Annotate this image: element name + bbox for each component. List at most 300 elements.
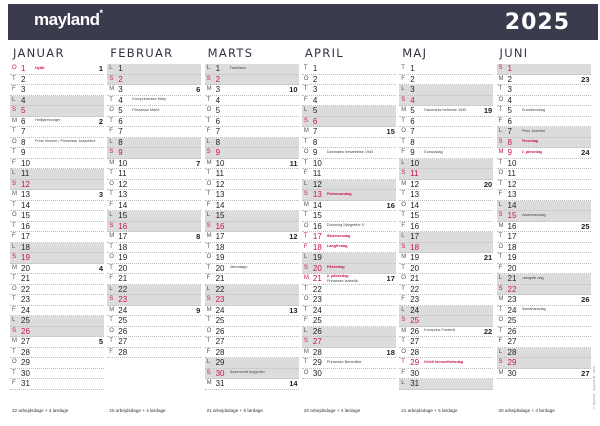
weekday-letter: S [206,75,211,82]
day-row [302,180,396,191]
day-row [302,358,396,369]
day-row [10,211,104,222]
weekday-letter: O [206,107,212,113]
side-imprint: © Mayland · mayland.dk · 2025 [592,366,596,410]
day-number: 20 [21,263,30,273]
day-row [302,127,396,138]
brand-logo: mayland* [34,8,103,29]
day-number: 5 [118,106,123,115]
day-number: 21 [215,274,225,283]
weekday-letter: T [206,170,211,176]
day-row [205,222,299,233]
day-row [107,274,201,285]
month-marts [205,46,299,416]
weekday-letter: M [303,348,309,355]
weekday-letter: M [498,149,504,155]
day-row [302,222,396,233]
day-number: 26 [507,326,517,336]
weekday-letter: S [109,75,114,82]
day-row [10,253,104,264]
weekday-letter: M [12,264,17,271]
week-number: 1 [98,64,103,73]
weekday-letter: S [12,107,17,113]
weekday-letter: T [498,180,503,187]
weekday-letter: T [303,65,308,71]
day-number: 6 [410,116,415,126]
weekday-letter: S [401,243,406,250]
day-row [497,243,591,254]
day-note: Kronprinsesse Mary [132,97,167,101]
day-row [497,369,591,380]
day-row [497,159,591,170]
weekday-letter: F [401,75,405,82]
month-juni [497,46,591,416]
day-number: 14 [312,200,322,210]
day-row [107,148,201,159]
weekday-letter: F [109,348,113,355]
day-row [497,96,591,107]
day-row [302,64,396,75]
day-number: 28 [410,347,420,357]
day-number: 8 [215,137,221,147]
weekday-letter: L [206,285,210,292]
day-note: Palmesøndag [326,191,352,196]
weekday-letter: T [109,264,113,271]
day-number: 30 [21,368,30,378]
day-row [302,106,396,117]
day-row [302,295,396,306]
day-number: 29 [215,358,225,367]
day-row [107,138,201,149]
weekday-letter: O [401,201,406,208]
day-row [107,264,201,275]
weekday-letter: F [12,159,16,166]
day-number: 4 [215,95,221,105]
weekday-letter: M [498,222,504,229]
weekday-letter: S [303,264,308,271]
weekday-letter: O [303,222,309,229]
weekday-letter: F [12,306,16,313]
day-row [107,306,201,317]
weekday-letter: T [498,86,503,92]
day-row [107,85,201,96]
weekday-letter: S [498,65,503,71]
day-number: 16 [215,221,225,231]
weekday-letter: T [401,338,405,344]
day-note: Grundlovsdag [521,107,546,112]
day-number: 10 [21,158,30,168]
weekday-letter: T [206,243,211,250]
day-number: 22 [118,284,128,294]
day-number: 25 [21,316,30,325]
day-row [497,180,591,191]
day-row [497,222,591,233]
weekday-letter: O [401,348,406,355]
day-row [10,222,104,233]
weekday-letter: F [401,149,405,155]
day-number: 14 [118,200,128,210]
day-row [399,264,493,275]
weekday-letter: M [206,306,212,313]
months-grid [10,46,594,416]
day-row [10,369,104,380]
day-row [399,253,493,264]
weekday-letter: T [498,306,503,313]
day-note: Dronning Margrethe II [326,223,364,227]
weekday-letter: O [12,65,17,71]
day-number: 9 [312,148,318,157]
day-row [205,285,299,296]
day-row [107,295,201,306]
day-number: 3 [215,85,221,94]
day-row [205,127,299,138]
day-row [399,337,493,348]
day-row [399,106,493,117]
day-row [205,159,299,170]
day-number: 1 [21,64,26,73]
day-row [399,295,493,306]
weekday-letter: T [12,75,16,82]
day-number: 21 [21,274,30,283]
day-number: 31 [215,379,225,388]
month-februar [107,46,201,416]
day-number: 3 [507,85,512,94]
day-list [399,64,493,390]
day-list [10,64,104,390]
weekday-letter: T [109,243,113,250]
day-row [205,201,299,212]
day-number: 16 [410,221,420,231]
day-number: 28 [21,347,30,357]
day-number: 27 [215,337,225,346]
week-number: 25 [581,221,590,231]
weekday-letter: S [109,222,114,229]
day-number: 11 [312,169,322,178]
day-note: Pinsedag [521,139,539,143]
day-row [10,180,104,191]
day-row [497,264,591,275]
day-row [205,316,299,327]
day-row [302,211,396,222]
day-row [107,327,201,338]
day-number: 8 [21,137,26,147]
weekday-letter: L [303,327,308,334]
weekday-letter: M [109,86,115,92]
day-number: 28 [118,347,128,357]
month-footer-workdays: 20 arbejdsdage + 4 lørdage [109,408,166,413]
day-row [302,243,396,254]
month-name: MAJ [402,46,428,60]
day-row [205,369,299,380]
day-number: 21 [507,274,517,283]
day-number: 21 [118,274,128,283]
day-number: 20 [215,263,225,273]
day-row [497,211,591,222]
day-row [399,348,493,359]
day-row [497,127,591,138]
weekday-letter: L [498,128,502,134]
weekday-letter: T [206,191,211,197]
day-number: 2 [118,74,123,84]
day-row [107,127,201,138]
weekday-letter: S [12,180,17,187]
day-row [10,274,104,285]
day-row [399,85,493,96]
weekday-letter: F [109,201,113,208]
day-number: 31 [410,379,420,388]
day-number: 1 [215,64,221,73]
day-row [10,327,104,338]
day-row [302,75,396,86]
day-row [10,243,104,254]
weekday-letter: T [303,233,308,239]
day-number: 30 [312,368,322,378]
day-note: Prins Joachim [521,128,546,133]
day-row [10,358,104,369]
week-number: 10 [289,85,298,94]
day-note: Kronprins Frederik [424,328,456,332]
day-row [399,169,493,180]
day-number: 28 [215,347,225,357]
day-number: 11 [410,169,419,178]
day-row [205,190,299,201]
weekday-letter: T [498,254,503,260]
weekday-letter: T [109,170,113,176]
day-number: 8 [410,137,415,147]
day-number: 14 [215,200,225,210]
weekday-letter: O [303,149,309,155]
day-row [302,96,396,107]
weekday-letter: F [206,275,211,281]
day-list [107,64,201,358]
weekday-letter: T [303,212,308,218]
weekday-letter: S [498,212,503,218]
day-number: 18 [21,242,30,252]
day-note: Danmarks besættelse 1940 [326,149,374,154]
day-number: 25 [215,316,225,325]
day-note: Europadag [424,149,443,154]
weekday-letter: T [303,138,308,145]
day-number: 10 [312,158,322,168]
day-row [302,306,396,317]
weekday-letter: O [303,75,309,82]
weekday-letter: T [401,285,405,292]
day-row [497,348,591,359]
day-number: 10 [215,158,225,168]
weekday-letter: T [12,348,16,355]
weekday-letter: L [206,359,210,365]
day-number: 27 [21,337,30,346]
day-row [497,138,591,149]
day-number: 16 [21,221,30,231]
weekday-letter: T [12,201,16,208]
day-row [302,201,396,212]
day-row [497,75,591,86]
day-number: 21 [312,274,322,283]
weekday-letter: S [12,254,17,260]
weekday-letter: S [206,149,211,155]
weekday-letter: L [12,170,16,176]
calendar-header [8,4,598,40]
weekday-letter: L [109,212,113,218]
day-number: 18 [118,242,128,252]
weekday-letter: T [498,327,503,334]
day-row [399,159,493,170]
week-number: 19 [483,106,493,115]
weekday-letter: L [12,317,16,323]
day-number: 1 [118,64,123,73]
day-row [399,358,493,369]
weekday-letter: O [303,369,309,376]
weekday-letter: L [12,96,16,103]
day-row [107,117,201,128]
weekday-letter: O [12,359,17,365]
month-januar [10,46,104,416]
day-row [10,190,104,201]
weekday-letter: T [303,159,308,166]
weekday-letter: T [401,65,405,71]
day-number: 9 [215,148,221,157]
day-number: 23 [118,295,128,304]
day-number: 9 [507,148,512,157]
day-number: 2 [507,74,512,84]
week-number: 26 [581,295,590,304]
weekday-letter: T [109,338,113,344]
weekday-letter: M [498,75,504,82]
day-row [107,285,201,296]
day-row [205,337,299,348]
weekday-letter: M [303,275,309,281]
day-row [107,348,201,359]
day-number: 27 [312,337,322,346]
day-number: 18 [215,242,225,252]
day-number: 26 [118,326,128,336]
weekday-letter: O [498,170,504,176]
day-row [10,306,104,317]
day-row [302,232,396,243]
day-number: 3 [312,85,318,94]
day-row [107,190,201,201]
day-number: 2 [312,74,318,84]
weekday-letter: L [303,107,308,113]
weekday-letter: S [206,369,211,376]
day-number: 27 [410,337,420,346]
day-row [302,337,396,348]
day-row [399,274,493,285]
weekday-letter: M [206,380,212,386]
weekday-letter: M [109,233,115,239]
month-name: MARTS [207,46,254,60]
day-number: 13 [507,190,517,199]
day-row [497,232,591,243]
calendar-year: 2025 [504,10,570,35]
day-number: 30 [410,368,420,378]
day-number: 1 [312,64,318,73]
weekday-letter: F [12,380,16,386]
day-number: 13 [312,190,322,199]
day-number: 18 [410,242,420,252]
day-number: 9 [118,148,123,157]
week-number: 14 [289,379,298,388]
day-number: 24 [215,305,225,315]
weekday-letter: M [401,327,407,334]
day-note: Skærtorsdag [326,233,351,238]
day-row [10,127,104,138]
day-row [107,222,201,233]
day-number: 25 [118,316,128,325]
weekday-letter: F [303,243,308,250]
weekday-letter: S [498,138,503,145]
day-number: 15 [507,211,517,220]
day-note: Valdemarsdag [521,212,546,217]
day-row [399,127,493,138]
day-number: 15 [21,211,30,220]
day-row [497,117,591,128]
month-footer-workdays: 20 arbejdsdage + 4 lørdage [498,408,555,413]
day-number: 2 [215,74,221,84]
day-row [10,148,104,159]
week-number: 9 [196,305,201,315]
day-row [10,117,104,128]
weekday-letter: L [12,243,16,250]
day-number: 26 [21,326,30,336]
day-row [399,232,493,243]
weekday-letter: T [206,96,211,103]
day-number: 13 [118,190,128,199]
day-number: 11 [507,169,516,178]
weekday-letter: T [303,86,308,92]
day-number: 13 [410,190,420,199]
day-row [107,201,201,212]
day-row [399,327,493,338]
weekday-letter: S [401,170,406,176]
day-row [302,159,396,170]
weekday-letter: T [498,233,503,239]
week-number: 15 [386,127,395,136]
day-row [205,211,299,222]
day-number: 17 [410,232,420,241]
day-number: 8 [118,137,123,147]
week-number: 23 [581,74,590,84]
day-row [205,243,299,254]
day-row [302,274,396,285]
day-number: 22 [21,284,30,294]
weekday-letter: F [12,86,16,92]
day-row [302,148,396,159]
weekday-letter: F [401,222,405,229]
weekday-letter: T [12,128,16,134]
day-number: 24 [21,305,30,315]
day-number: 10 [507,158,517,168]
day-row [10,316,104,327]
day-row [205,148,299,159]
day-number: 10 [118,158,128,168]
week-number: 16 [386,200,395,210]
day-number: 12 [215,179,225,189]
day-row [107,64,201,75]
weekday-letter: S [498,285,503,292]
weekday-letter: F [498,338,503,344]
day-number: 4 [410,95,415,105]
day-row [497,337,591,348]
weekday-letter: M [498,369,504,376]
day-row [107,180,201,191]
day-note: Påskedag [326,265,345,269]
day-number: 6 [507,116,512,126]
weekday-letter: T [303,306,308,313]
day-number: 4 [507,95,512,105]
weekday-letter: L [109,285,113,292]
